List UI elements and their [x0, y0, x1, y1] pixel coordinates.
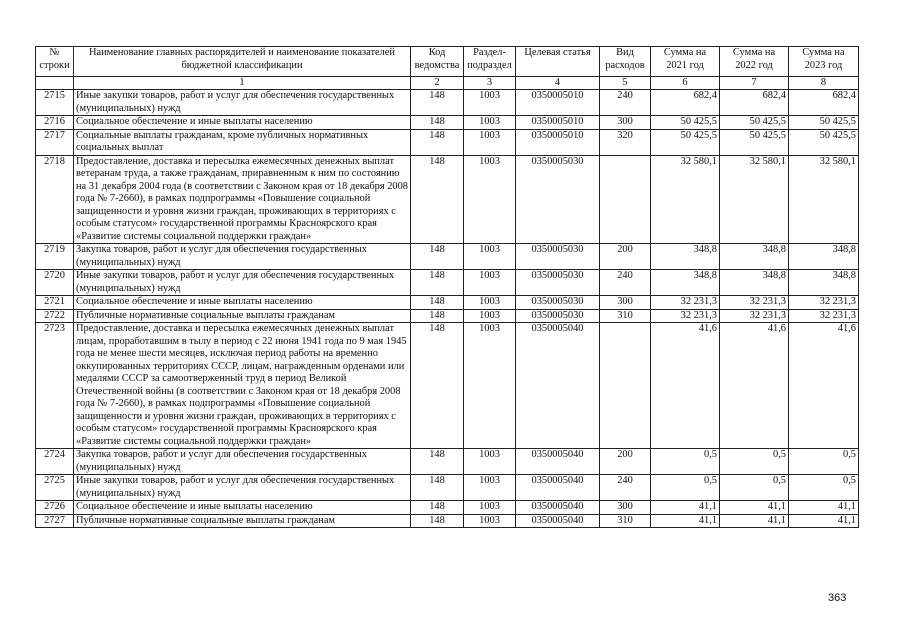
row-department-code: 148 [411, 155, 464, 244]
column-number: 1 [74, 77, 411, 90]
row-name: Социальные выплаты гражданам, кроме публичных нормативных социальных выплат [74, 129, 411, 155]
row-sum-2022: 41,1 [720, 501, 789, 515]
header-target-article: Целевая статья [516, 47, 600, 77]
row-name: Закупка товаров, работ и услуг для обеспечения государственных (муниципальных) нужд [74, 244, 411, 270]
table-row [36, 309, 859, 323]
row-sum-2023: 32 580,1 [789, 155, 859, 244]
table-row [36, 475, 859, 501]
row-number: 2719 [36, 244, 74, 270]
row-department-code: 148 [411, 475, 464, 501]
row-name: Иные закупки товаров, работ и услуг для обеспечения государственных (муниципальных) нужд [74, 270, 411, 296]
header-sum-2022: Сумма на 2022 год [720, 47, 789, 77]
header-expense-type: Вид расходов [600, 47, 651, 77]
row-number: 2723 [36, 323, 74, 449]
row-number: 2727 [36, 514, 74, 528]
row-sum-2022: 0,5 [720, 475, 789, 501]
row-sum-2022: 41,6 [720, 323, 789, 449]
row-sum-2023: 50 425,5 [789, 129, 859, 155]
row-sum-2023: 0,5 [789, 475, 859, 501]
row-sum-2023: 0,5 [789, 449, 859, 475]
row-name: Социальное обеспечение и иные выплаты населению [74, 501, 411, 515]
table-row [36, 323, 859, 449]
column-number: 4 [516, 77, 600, 90]
row-target-article: 0350005030 [516, 270, 600, 296]
row-sum-2023: 50 425,5 [789, 116, 859, 130]
row-sum-2021: 32 231,3 [651, 296, 720, 310]
row-section: 1003 [464, 514, 516, 528]
header-department-code: Код ведомства [411, 47, 464, 77]
row-target-article: 0350005040 [516, 323, 600, 449]
row-department-code: 148 [411, 501, 464, 515]
table-row [36, 270, 859, 296]
row-name: Иные закупки товаров, работ и услуг для обеспечения государственных (муниципальных) нужд [74, 475, 411, 501]
row-sum-2021: 41,1 [651, 514, 720, 528]
column-number: 7 [720, 77, 789, 90]
row-expense-type: 310 [600, 514, 651, 528]
row-sum-2021: 32 231,3 [651, 309, 720, 323]
row-department-code: 148 [411, 296, 464, 310]
row-expense-type: 240 [600, 475, 651, 501]
column-number: 5 [600, 77, 651, 90]
row-section: 1003 [464, 90, 516, 116]
row-section: 1003 [464, 323, 516, 449]
row-sum-2021: 348,8 [651, 270, 720, 296]
header-sum-2021: Сумма на 2021 год [651, 47, 720, 77]
row-target-article: 0350005040 [516, 514, 600, 528]
row-section: 1003 [464, 475, 516, 501]
header-sum-2023: Сумма на 2023 год [789, 47, 859, 77]
column-number: 6 [651, 77, 720, 90]
column-number [36, 77, 74, 90]
table-row [36, 296, 859, 310]
row-sum-2021: 0,5 [651, 475, 720, 501]
row-sum-2021: 50 425,5 [651, 116, 720, 130]
row-expense-type [600, 155, 651, 244]
header-row-number: № строки [36, 47, 74, 77]
row-expense-type: 240 [600, 270, 651, 296]
column-number: 2 [411, 77, 464, 90]
row-department-code: 148 [411, 449, 464, 475]
row-department-code: 148 [411, 514, 464, 528]
row-name: Социальное обеспечение и иные выплаты населению [74, 296, 411, 310]
row-expense-type: 320 [600, 129, 651, 155]
column-number: 3 [464, 77, 516, 90]
row-name: Социальное обеспечение и иные выплаты населению [74, 116, 411, 130]
row-sum-2022: 32 580,1 [720, 155, 789, 244]
row-target-article: 0350005030 [516, 244, 600, 270]
row-sum-2021: 32 580,1 [651, 155, 720, 244]
row-sum-2022: 348,8 [720, 270, 789, 296]
row-sum-2023: 348,8 [789, 270, 859, 296]
row-section: 1003 [464, 296, 516, 310]
column-number: 8 [789, 77, 859, 90]
row-name: Публичные нормативные социальные выплаты гражданам [74, 309, 411, 323]
row-target-article: 0350005040 [516, 501, 600, 515]
table-row [36, 129, 859, 155]
row-sum-2023: 32 231,3 [789, 296, 859, 310]
row-sum-2023: 682,4 [789, 90, 859, 116]
row-name: Предоставление, доставка и пересылка ежемесячных денежных выплат лицам, проработавшим в тылу в период с 22 июня 1941 года по 9 мая 1945 года не менее шести месяцев, исключая период работы на временно оккупированных территориях СССР, лицам, награжденным орденами или медалями СССР за самоотверженный труд в период Великой Отечественной войны (в соответствии с Законом края от 18 декабря 2008 года № 7-2660), в рамках подпрограммы «Повышение социальной защищенности и уровня жизни граждан, проживающих в территориях с особым статусом» государственной программы Красноярского края «Развитие системы социальной поддержки граждан» [74, 323, 411, 449]
row-sum-2021: 0,5 [651, 449, 720, 475]
header-section: Раздел-подраздел [464, 47, 516, 77]
row-sum-2022: 50 425,5 [720, 116, 789, 130]
row-sum-2022: 348,8 [720, 244, 789, 270]
row-expense-type: 300 [600, 501, 651, 515]
row-expense-type: 200 [600, 449, 651, 475]
row-sum-2023: 348,8 [789, 244, 859, 270]
row-section: 1003 [464, 244, 516, 270]
row-sum-2022: 41,1 [720, 514, 789, 528]
budget-table [35, 46, 859, 528]
row-sum-2021: 41,1 [651, 501, 720, 515]
row-number: 2715 [36, 90, 74, 116]
row-sum-2021: 41,6 [651, 323, 720, 449]
row-expense-type: 200 [600, 244, 651, 270]
row-sum-2021: 348,8 [651, 244, 720, 270]
row-target-article: 0350005010 [516, 116, 600, 130]
row-department-code: 148 [411, 323, 464, 449]
row-section: 1003 [464, 309, 516, 323]
row-number: 2721 [36, 296, 74, 310]
row-number: 2725 [36, 475, 74, 501]
row-expense-type: 300 [600, 296, 651, 310]
row-sum-2023: 41,6 [789, 323, 859, 449]
row-section: 1003 [464, 155, 516, 244]
row-number: 2717 [36, 129, 74, 155]
row-target-article: 0350005030 [516, 296, 600, 310]
row-department-code: 148 [411, 244, 464, 270]
table-body [36, 90, 859, 528]
row-department-code: 148 [411, 116, 464, 130]
row-target-article: 0350005030 [516, 155, 600, 244]
row-number: 2726 [36, 501, 74, 515]
row-sum-2022: 682,4 [720, 90, 789, 116]
row-expense-type: 300 [600, 116, 651, 130]
row-expense-type: 240 [600, 90, 651, 116]
row-section: 1003 [464, 270, 516, 296]
row-sum-2022: 32 231,3 [720, 296, 789, 310]
row-number: 2724 [36, 449, 74, 475]
row-section: 1003 [464, 501, 516, 515]
row-expense-type [600, 323, 651, 449]
row-sum-2023: 32 231,3 [789, 309, 859, 323]
row-sum-2023: 41,1 [789, 514, 859, 528]
row-sum-2022: 50 425,5 [720, 129, 789, 155]
row-target-article: 0350005040 [516, 475, 600, 501]
row-name: Закупка товаров, работ и услуг для обеспечения государственных (муниципальных) нужд [74, 449, 411, 475]
table-row [36, 449, 859, 475]
row-section: 1003 [464, 449, 516, 475]
table-row [36, 501, 859, 515]
page-number: 363 [828, 592, 847, 604]
row-target-article: 0350005010 [516, 129, 600, 155]
table-row [36, 514, 859, 528]
row-target-article: 0350005040 [516, 449, 600, 475]
row-department-code: 148 [411, 90, 464, 116]
table-row [36, 116, 859, 130]
row-sum-2021: 682,4 [651, 90, 720, 116]
row-target-article: 0350005010 [516, 90, 600, 116]
row-name: Иные закупки товаров, работ и услуг для обеспечения государственных (муниципальных) нужд [74, 90, 411, 116]
row-expense-type: 310 [600, 309, 651, 323]
row-name: Публичные нормативные социальные выплаты гражданам [74, 514, 411, 528]
row-sum-2023: 41,1 [789, 501, 859, 515]
row-section: 1003 [464, 129, 516, 155]
row-name: Предоставление, доставка и пересылка ежемесячных денежных выплат ветеранам труда, а также гражданам, приравненным к ним по состоянию на 31 декабря 2004 года (в соответствии с Законом края от 18 декабря 2008 года № 7-2660), в рамках подпрограммы «Повышение социальной защищенности и уровня жизни граждан, проживающих в территориях с особым статусом» государственной программы Красноярского края «Развитие системы социальной поддержки граждан» [74, 155, 411, 244]
row-department-code: 148 [411, 309, 464, 323]
row-target-article: 0350005030 [516, 309, 600, 323]
table-row [36, 155, 859, 244]
row-department-code: 148 [411, 129, 464, 155]
table-row [36, 90, 859, 116]
row-number: 2720 [36, 270, 74, 296]
column-number-row [36, 77, 859, 90]
row-section: 1003 [464, 116, 516, 130]
row-sum-2021: 50 425,5 [651, 129, 720, 155]
row-number: 2718 [36, 155, 74, 244]
header-row [36, 47, 859, 77]
row-number: 2716 [36, 116, 74, 130]
row-number: 2722 [36, 309, 74, 323]
row-sum-2022: 0,5 [720, 449, 789, 475]
row-sum-2022: 32 231,3 [720, 309, 789, 323]
table-row [36, 244, 859, 270]
row-department-code: 148 [411, 270, 464, 296]
header-name: Наименование главных распорядителей и наименование показателей бюджетной классификации [74, 47, 411, 77]
